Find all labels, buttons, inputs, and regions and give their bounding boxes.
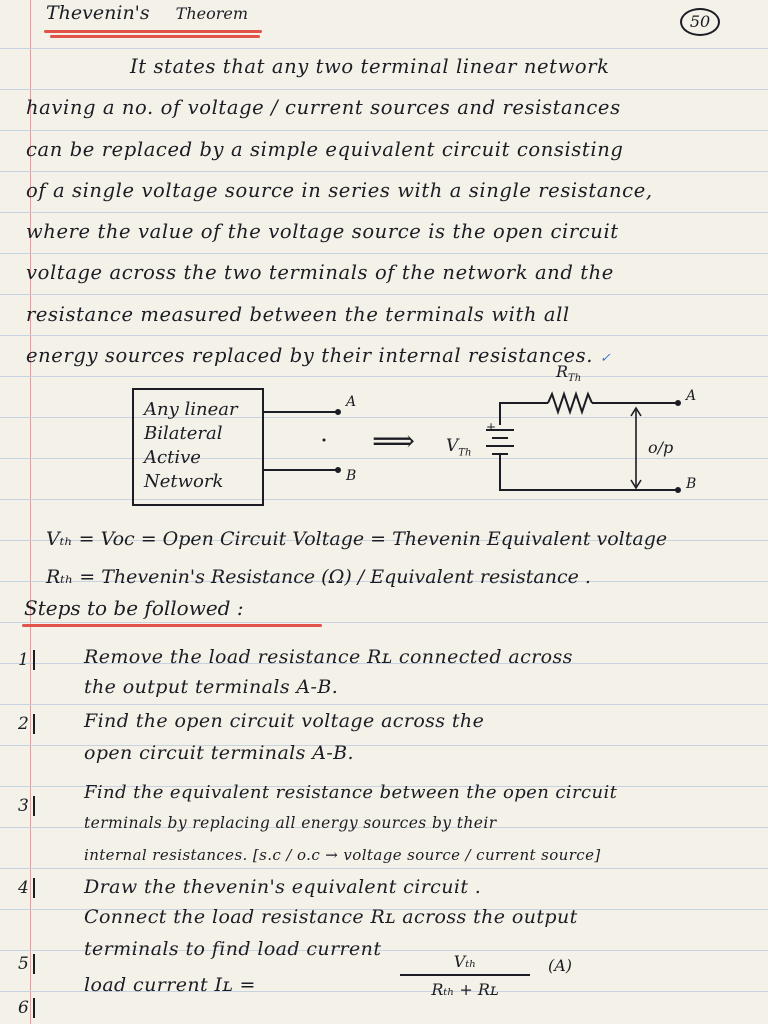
resistor-label bbox=[556, 362, 581, 384]
statement-line bbox=[26, 335, 746, 376]
ruled-line bbox=[0, 622, 768, 623]
rth-definition: Rₜₕ = Thevenin's Resistance (Ω) / Equivalent resistance . bbox=[46, 566, 591, 588]
implies-arrow-icon: ⟹ bbox=[372, 424, 416, 459]
ruled-line bbox=[0, 417, 768, 418]
output-a-label: A bbox=[686, 388, 697, 404]
step-text: terminals to find load current bbox=[84, 938, 382, 960]
step-number: 4 bbox=[18, 878, 35, 898]
source-label bbox=[446, 436, 471, 458]
load-current-fraction bbox=[400, 952, 530, 999]
box-line: Any linear bbox=[144, 399, 238, 420]
statement-line: It states that any two terminal linear network bbox=[130, 55, 610, 78]
output-label: o/p bbox=[648, 438, 674, 457]
network-box bbox=[132, 388, 264, 506]
step-number: 5 bbox=[18, 954, 35, 974]
box-line: Bilateral bbox=[144, 423, 223, 444]
plus-sign: + bbox=[486, 420, 497, 434]
ruled-line bbox=[0, 704, 768, 705]
theorem-statement bbox=[26, 46, 746, 376]
terminal-b-label: B bbox=[346, 468, 357, 484]
ruled-line bbox=[0, 499, 768, 500]
step-text: open circuit terminals A-B. bbox=[84, 742, 354, 764]
resistor-label-sub: Th bbox=[568, 373, 582, 385]
check-mark-icon: ✓ bbox=[599, 351, 612, 367]
step-number: 1 bbox=[18, 650, 35, 670]
title-underline-2 bbox=[50, 35, 260, 38]
page-number: 50 bbox=[680, 8, 720, 36]
step-number: 6 bbox=[18, 998, 35, 1018]
step-text: the output terminals A-B. bbox=[84, 676, 339, 698]
step-text: internal resistances. [s.c / o.c → voltage source / current source] bbox=[84, 846, 601, 864]
steps-heading: Steps to be followed : bbox=[24, 596, 244, 620]
step-text: Find the open circuit voltage across the bbox=[84, 710, 485, 732]
title-sub: Theorem bbox=[175, 4, 249, 23]
statement-line-text: energy sources replaced by their internal resistances. bbox=[26, 344, 594, 368]
fraction-denominator: Rₜₕ + Rʟ bbox=[431, 980, 499, 999]
statement-line: can be replaced by a simple equivalent circuit consisting bbox=[26, 137, 624, 161]
step-text: load current Iʟ = bbox=[84, 974, 256, 996]
steps-heading-underline bbox=[22, 624, 322, 627]
box-line: Network bbox=[144, 471, 224, 492]
title-underline bbox=[44, 30, 262, 33]
statement-line: of a single voltage source in series with a single resistance, bbox=[26, 178, 653, 202]
box-line: Active bbox=[144, 447, 201, 468]
step-text: Connect the load resistance Rʟ across the output bbox=[84, 906, 578, 928]
source-label-v: V bbox=[446, 436, 459, 456]
statement-line: resistance measured between the terminals with all bbox=[26, 302, 570, 326]
step-number: 3 bbox=[18, 796, 35, 816]
title-word: Thevenin's bbox=[46, 2, 150, 24]
fraction-numerator: Vₜₕ bbox=[400, 952, 530, 976]
step-text: Remove the load resistance Rʟ connected across bbox=[84, 646, 573, 668]
formula-unit: (A) bbox=[548, 956, 573, 975]
terminal-a-label: A bbox=[346, 394, 357, 410]
step-text: terminals by replacing all energy sources by their bbox=[84, 814, 497, 832]
ruled-line bbox=[0, 868, 768, 869]
step-number: 2 bbox=[18, 714, 35, 734]
step-text: Draw the thevenin's equivalent circuit . bbox=[84, 876, 482, 898]
statement-line: voltage across the two terminals of the network and the bbox=[26, 261, 614, 285]
step-text: Find the equivalent resistance between the open circuit bbox=[84, 782, 618, 803]
resistor-label-r: R bbox=[556, 362, 569, 381]
source-label-sub: Th bbox=[458, 447, 472, 459]
page-title bbox=[46, 2, 248, 24]
output-b-label: B bbox=[686, 476, 697, 492]
statement-line: where the value of the voltage source is the open circuit bbox=[26, 220, 619, 244]
vth-definition: Vₜₕ = Voc = Open Circuit Voltage = Thevenin Equivalent voltage bbox=[46, 528, 668, 550]
statement-line: having a no. of voltage / current sources and resistances bbox=[26, 96, 621, 120]
